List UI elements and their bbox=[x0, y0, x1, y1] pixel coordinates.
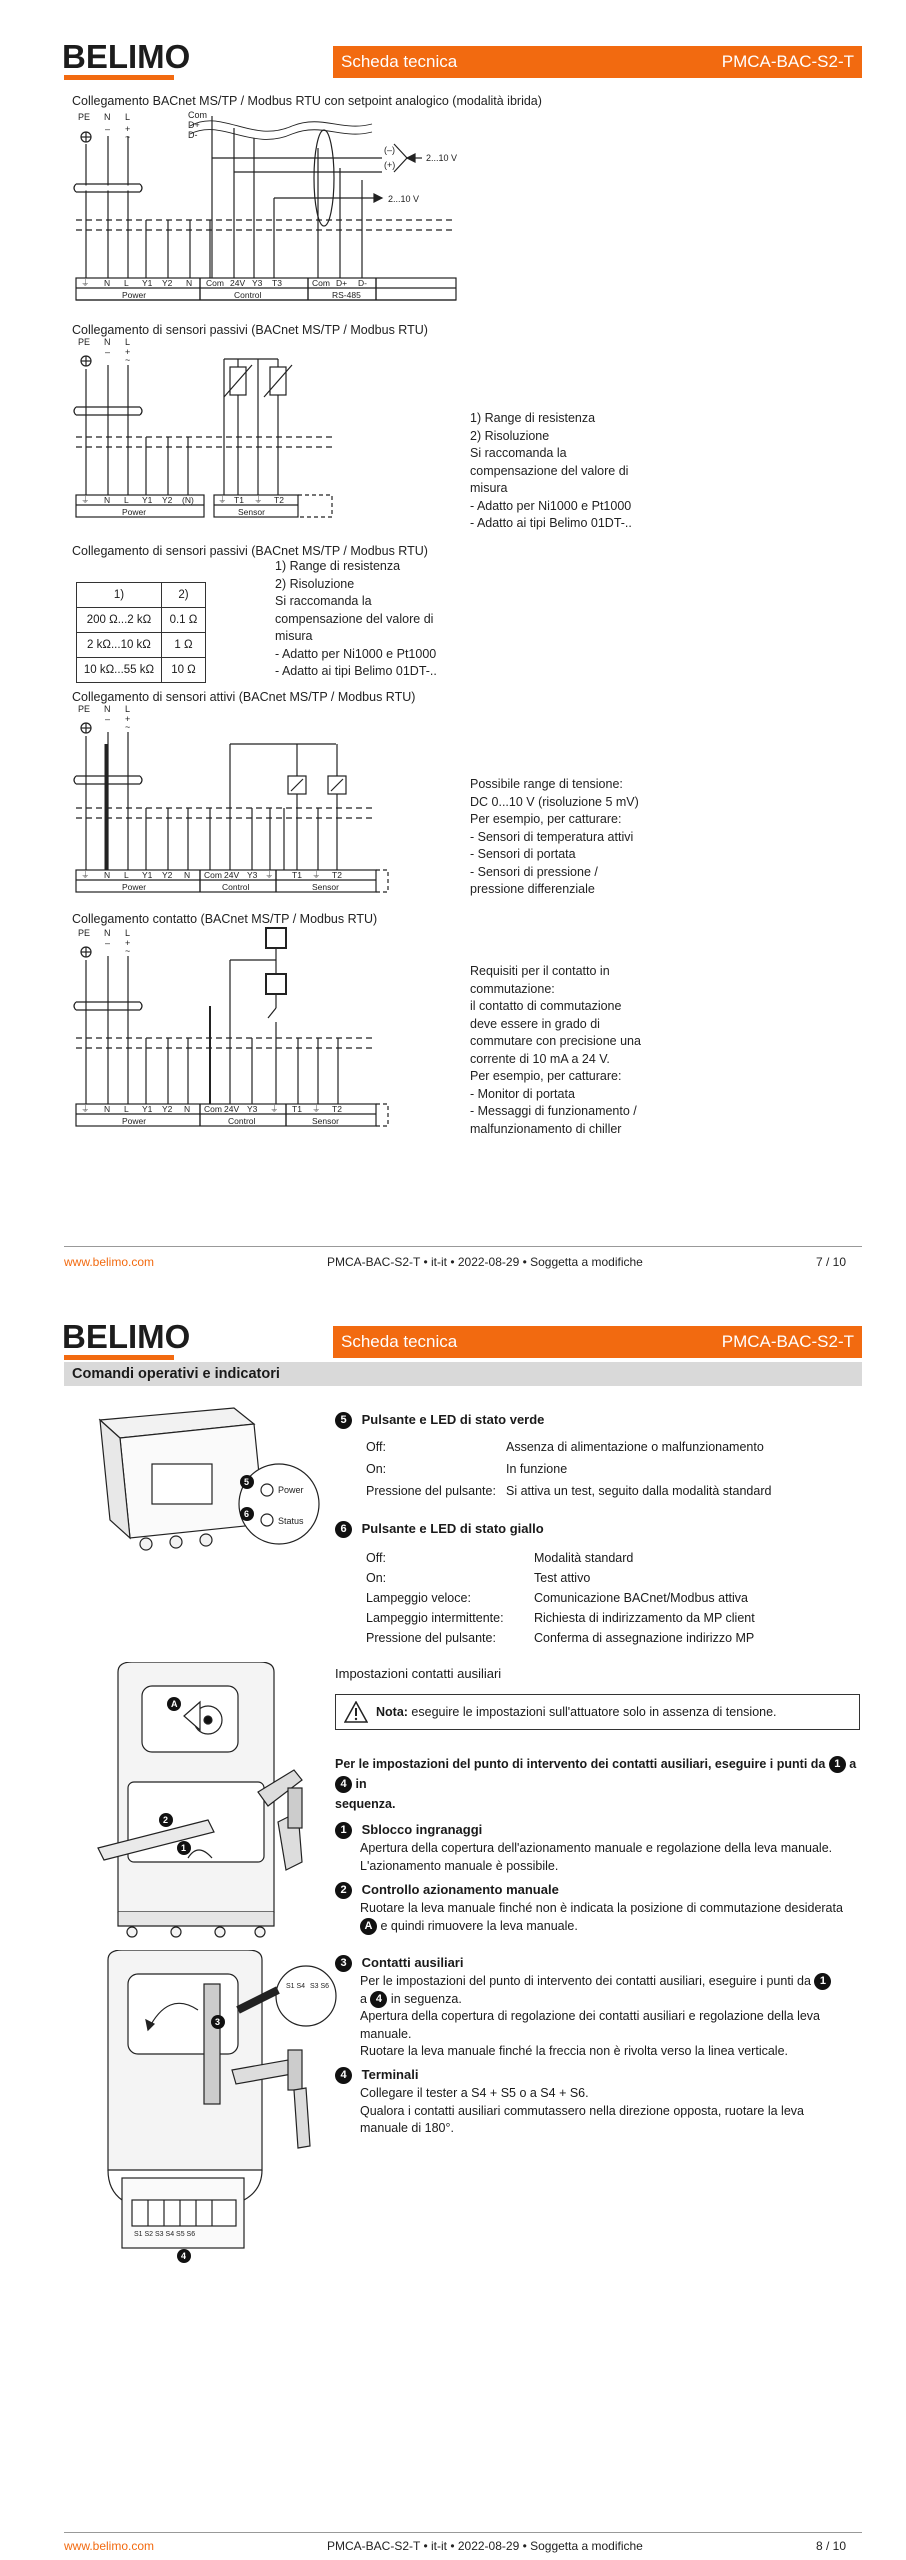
step-body bbox=[360, 1973, 860, 2061]
svg-text:Y1: Y1 bbox=[142, 1104, 153, 1114]
svg-text:PE: PE bbox=[78, 928, 91, 938]
number-badge: 4 bbox=[335, 1776, 352, 1793]
svg-text:L: L bbox=[124, 870, 129, 880]
svg-text:D-: D- bbox=[188, 130, 198, 140]
yellow-led-title: Pulsante e LED di stato giallo bbox=[361, 1521, 544, 1536]
svg-text:Com: Com bbox=[206, 278, 224, 288]
step-body bbox=[360, 1900, 860, 1935]
svg-text:–: – bbox=[105, 714, 111, 724]
section-title-bar bbox=[64, 1362, 862, 1386]
svg-text:T2: T2 bbox=[332, 1104, 342, 1114]
step-line: Ruotare la leva manuale finché non è indicata la posizione di commutazione desiderata bbox=[360, 1901, 843, 1915]
step-title: Sblocco ingranaggi bbox=[361, 1822, 483, 1837]
logo-underline bbox=[64, 75, 174, 80]
svg-text:(+): (+) bbox=[384, 160, 396, 170]
svg-text:Power: Power bbox=[122, 1116, 147, 1126]
svg-text:Y3: Y3 bbox=[247, 870, 258, 880]
header-code: PMCA-BAC-S2-T bbox=[721, 52, 854, 71]
warning-label: Nota: bbox=[376, 1705, 408, 1719]
step-line: a bbox=[360, 1991, 367, 2006]
svg-text:L: L bbox=[125, 704, 131, 714]
svg-text:–: – bbox=[105, 347, 111, 357]
actuator-led-illustration bbox=[84, 1394, 324, 1566]
svg-text:N: N bbox=[186, 278, 193, 288]
row-key: Lampeggio veloce: bbox=[366, 1591, 471, 1605]
svg-text:Y2: Y2 bbox=[162, 278, 173, 288]
svg-text:Y1: Y1 bbox=[142, 495, 153, 505]
fig-label-2: 2 bbox=[163, 1815, 169, 1825]
resistance-range-table bbox=[76, 582, 206, 683]
svg-text:Power: Power bbox=[122, 882, 147, 892]
footer-info: PMCA-BAC-S2-T • it-it • 2022-08-29 • Soggetta a modifiche bbox=[327, 2539, 643, 2553]
yellow-led-row bbox=[366, 1611, 856, 1625]
step-body bbox=[360, 1840, 860, 1875]
table-row bbox=[77, 633, 206, 658]
footer-divider bbox=[64, 1246, 862, 1247]
fig-status: Status bbox=[278, 1516, 304, 1526]
svg-text:L: L bbox=[124, 278, 129, 288]
row-value: Richiesta di indirizzamento da MP client bbox=[534, 1611, 755, 1625]
fig-terminal-row: S1 S2 S3 S4 S5 S6 bbox=[134, 2231, 196, 2238]
step-line: Ruotare la leva manuale finché la freccia non è rivolta verso la linea verticale. bbox=[360, 2044, 789, 2058]
svg-text:Y3: Y3 bbox=[252, 278, 263, 288]
svg-text:⏚: ⏚ bbox=[265, 870, 274, 880]
svg-text:~: ~ bbox=[125, 946, 131, 956]
row-value: Modalità standard bbox=[534, 1551, 634, 1565]
section-title: Comandi operativi e indicatori bbox=[72, 1366, 280, 1382]
green-led-row bbox=[366, 1484, 856, 1498]
step-line: e quindi rimuovere la leva manuale. bbox=[380, 1918, 578, 1933]
svg-text:N: N bbox=[104, 495, 111, 505]
row-key: Pressione del pulsante: bbox=[366, 1484, 496, 1498]
svg-text:Com: Com bbox=[204, 870, 222, 880]
instruction-text: in bbox=[352, 1777, 367, 1791]
step-line: manuale di 180°. bbox=[360, 2121, 454, 2135]
footer-link[interactable]: www.belimo.com bbox=[64, 2539, 155, 2553]
svg-text:+: + bbox=[125, 714, 131, 724]
fig-num-5: 5 bbox=[244, 1477, 250, 1487]
row-value: Si attiva un test, seguito dalla modalità standard bbox=[506, 1484, 772, 1498]
diagram-caption: Collegamento di sensori passivi (BACnet MS/TP / Modbus RTU) bbox=[72, 323, 428, 337]
svg-text:N: N bbox=[184, 870, 191, 880]
belimo-logo: BELIMO bbox=[62, 1318, 191, 1355]
number-badge: 3 bbox=[335, 1955, 352, 1972]
svg-text:24V: 24V bbox=[224, 870, 240, 880]
passive-sensor-note: 1) Range di resistenza 2) Risoluzione Si raccomanda la compensazione del valore di misura - Adatto per Ni1000 e Pt1000 - Adatto ai tipi Belimo 01DT-.. bbox=[470, 411, 632, 530]
row-key: On: bbox=[366, 1571, 387, 1585]
svg-text:N: N bbox=[104, 928, 111, 938]
svg-text:2...10 V: 2...10 V bbox=[388, 194, 420, 204]
svg-text:Y2: Y2 bbox=[162, 495, 173, 505]
svg-text:Control: Control bbox=[222, 882, 250, 892]
step-line: Collegare il tester a S4 + S5 o a S4 + S6. bbox=[360, 2086, 589, 2100]
fig-label-a: A bbox=[171, 1699, 178, 1709]
svg-text:S3 S6: S3 S6 bbox=[310, 1983, 330, 1990]
svg-text:⏚: ⏚ bbox=[81, 870, 90, 880]
svg-text:⏚: ⏚ bbox=[218, 495, 227, 505]
svg-text:⏚: ⏚ bbox=[254, 495, 263, 505]
svg-text:Y3: Y3 bbox=[247, 1104, 258, 1114]
table-cell: 10 Ω bbox=[161, 658, 205, 683]
footer-page-number: 7 / 10 bbox=[815, 1255, 846, 1269]
label-n: N bbox=[104, 112, 111, 122]
green-led-heading bbox=[335, 1412, 544, 1429]
wiring-diagram-contact bbox=[72, 926, 412, 1138]
green-led-title: Pulsante e LED di stato verde bbox=[361, 1412, 545, 1427]
actuator-manual-lever-illustration bbox=[88, 1662, 318, 1942]
instruction-text: sequenza. bbox=[335, 1797, 396, 1811]
svg-text:Com: Com bbox=[312, 278, 330, 288]
svg-text:Control: Control bbox=[234, 290, 262, 300]
svg-text:–: – bbox=[105, 124, 111, 134]
logo-underline bbox=[64, 1355, 174, 1360]
footer-divider bbox=[64, 2532, 862, 2533]
svg-text:T1: T1 bbox=[292, 870, 302, 880]
svg-text:N: N bbox=[104, 704, 111, 714]
number-badge: 2 bbox=[335, 1882, 352, 1899]
fig-label-4: 4 bbox=[181, 2251, 187, 2261]
fig-label-3: 3 bbox=[215, 2017, 221, 2027]
svg-text:Sensor: Sensor bbox=[238, 507, 265, 517]
fig-num-6: 6 bbox=[244, 1509, 250, 1519]
svg-text:Y1: Y1 bbox=[142, 278, 153, 288]
svg-text:+: + bbox=[125, 347, 131, 357]
svg-text:T2: T2 bbox=[274, 495, 284, 505]
wiring-diagram-hybrid bbox=[72, 108, 512, 314]
svg-text:N: N bbox=[104, 870, 111, 880]
table-cell: 2 kΩ...10 kΩ bbox=[77, 633, 162, 658]
svg-text:~: ~ bbox=[125, 355, 131, 365]
svg-text:Com: Com bbox=[204, 1104, 222, 1114]
svg-text:⏚: ⏚ bbox=[270, 1104, 279, 1114]
number-badge: 1 bbox=[335, 1822, 352, 1839]
svg-text:(–): (–) bbox=[384, 145, 395, 155]
svg-text:Y2: Y2 bbox=[162, 1104, 173, 1114]
warning-box bbox=[335, 1694, 860, 1730]
svg-text:T1: T1 bbox=[292, 1104, 302, 1114]
row-value: Comunicazione BACnet/Modbus attiva bbox=[534, 1591, 749, 1605]
label-l: L bbox=[125, 112, 131, 122]
step-line: in seguenza. bbox=[390, 1991, 462, 2006]
instruction-text: Per le impostazioni del punto di intervento dei contatti ausiliari, eseguire i punti da bbox=[335, 1757, 829, 1771]
svg-text:N: N bbox=[104, 278, 111, 288]
footer-link[interactable]: www.belimo.com bbox=[64, 1255, 155, 1269]
step-title: Contatti ausiliari bbox=[361, 1955, 464, 1970]
step-line: Qualora i contatti ausiliari commutassero nella direzione opposta, ruotare la leva bbox=[360, 2103, 804, 2118]
svg-text:L: L bbox=[124, 495, 129, 505]
header-title: Scheda tecnica bbox=[341, 52, 458, 71]
svg-text:⏚: ⏚ bbox=[81, 1104, 90, 1114]
svg-text:Sensor: Sensor bbox=[312, 1116, 339, 1126]
table-header: 2) bbox=[161, 583, 205, 608]
svg-text:PE: PE bbox=[78, 704, 91, 714]
svg-text:Power: Power bbox=[122, 507, 147, 517]
svg-text:2...10 V: 2...10 V bbox=[426, 153, 458, 163]
step-heading bbox=[335, 1882, 559, 1899]
svg-text:RS-485: RS-485 bbox=[332, 290, 361, 300]
svg-text:24V: 24V bbox=[224, 1104, 240, 1114]
table-row bbox=[77, 583, 206, 608]
warning-text: eseguire le impostazioni sull'attuatore solo in assenza di tensione. bbox=[407, 1705, 777, 1719]
aux-contacts-heading: Impostazioni contatti ausiliari bbox=[335, 1666, 502, 1681]
actuator-aux-contacts-illustration bbox=[88, 1950, 368, 2270]
svg-text:Sensor: Sensor bbox=[312, 882, 339, 892]
svg-text:N: N bbox=[104, 337, 111, 347]
green-led-row bbox=[366, 1440, 856, 1454]
svg-text:PE: PE bbox=[78, 337, 91, 347]
svg-text:(N): (N) bbox=[182, 495, 194, 505]
number-badge: 5 bbox=[335, 1412, 352, 1429]
aux-instruction bbox=[335, 1754, 860, 1814]
fig-power: Power bbox=[278, 1485, 304, 1495]
row-value: Test attivo bbox=[534, 1571, 591, 1585]
svg-text:N: N bbox=[184, 1104, 191, 1114]
passive-sensor-note-2: 1) Range di resistenza 2) Risoluzione Si raccomanda la compensazione del valore di misura - Adatto per Ni1000 e Pt1000 - Adatto ai tipi Belimo 01DT-.. bbox=[275, 559, 437, 678]
yellow-led-row bbox=[366, 1631, 856, 1645]
number-badge: 1 bbox=[814, 1973, 831, 1990]
svg-text:⏚: ⏚ bbox=[81, 495, 90, 505]
diagram-caption: Collegamento di sensori attivi (BACnet MS/TP / Modbus RTU) bbox=[72, 690, 416, 704]
svg-text:Control: Control bbox=[228, 1116, 256, 1126]
number-badge: 4 bbox=[335, 2067, 352, 2084]
table-row bbox=[77, 658, 206, 683]
step-line: L'azionamento manuale è possibile. bbox=[360, 1858, 559, 1873]
row-key: Lampeggio intermittente: bbox=[366, 1611, 504, 1625]
diagram-caption: Collegamento di sensori passivi (BACnet MS/TP / Modbus RTU) bbox=[72, 544, 428, 558]
diagram-caption: Collegamento BACnet MS/TP / Modbus RTU con setpoint analogico (modalità ibrida) bbox=[72, 94, 542, 108]
step-line: manuale. bbox=[360, 2026, 412, 2041]
svg-text:–: – bbox=[105, 938, 111, 948]
svg-text:Power: Power bbox=[122, 290, 147, 300]
row-key: Off: bbox=[366, 1551, 386, 1565]
step-line: Apertura della copertura dell'azionamento manuale e regolazione della leva manuale. bbox=[360, 1841, 833, 1855]
table-cell: 1 Ω bbox=[161, 633, 205, 658]
svg-text:⏚: ⏚ bbox=[312, 870, 321, 880]
step-body bbox=[360, 2085, 860, 2138]
yellow-led-heading bbox=[335, 1521, 544, 1538]
svg-text:D-: D- bbox=[358, 278, 367, 288]
row-value: Assenza di alimentazione o malfunzionamento bbox=[506, 1440, 764, 1454]
svg-text:24V: 24V bbox=[230, 278, 246, 288]
wiring-diagram-passive-sensors bbox=[72, 337, 372, 535]
step-title: Terminali bbox=[361, 2067, 419, 2082]
step-line: Apertura della copertura di regolazione dei contatti ausiliari e regolazione della leva bbox=[360, 2009, 821, 2023]
yellow-led-row bbox=[366, 1591, 856, 1605]
table-cell: 200 Ω...2 kΩ bbox=[77, 608, 162, 633]
wiring-diagram-active-sensors bbox=[72, 704, 412, 904]
step-title: Controllo azionamento manuale bbox=[361, 1882, 559, 1897]
step-heading bbox=[335, 1822, 482, 1839]
row-value: Conferma di assegnazione indirizzo MP bbox=[534, 1631, 755, 1645]
table-cell: 10 kΩ...55 kΩ bbox=[77, 658, 162, 683]
step-line: Per le impostazioni del punto di intervento dei contatti ausiliari, eseguire i punti da bbox=[360, 1974, 811, 1988]
row-value: In funzione bbox=[506, 1462, 568, 1476]
row-key: Pressione del pulsante: bbox=[366, 1631, 496, 1645]
header-code: PMCA-BAC-S2-T bbox=[721, 1332, 854, 1351]
label-pe: PE bbox=[78, 112, 91, 122]
table-header: 1) bbox=[77, 583, 162, 608]
diagram-caption: Collegamento contatto (BACnet MS/TP / Modbus RTU) bbox=[72, 912, 378, 926]
footer-page-number: 8 / 10 bbox=[815, 2539, 846, 2553]
svg-text:⏚: ⏚ bbox=[81, 278, 90, 288]
yellow-led-row bbox=[366, 1571, 856, 1585]
svg-text:~: ~ bbox=[125, 722, 131, 732]
number-badge: 1 bbox=[829, 1756, 846, 1773]
number-badge: 4 bbox=[370, 1991, 387, 2008]
svg-text:L: L bbox=[124, 1104, 129, 1114]
header-title: Scheda tecnica bbox=[341, 1332, 458, 1351]
svg-text:~: ~ bbox=[125, 132, 131, 142]
svg-text:S1 S4: S1 S4 bbox=[286, 1983, 306, 1990]
svg-text:L: L bbox=[125, 928, 131, 938]
instruction-text: a bbox=[845, 1757, 857, 1771]
number-badge: 6 bbox=[335, 1521, 352, 1538]
contact-note: Requisiti per il contatto in commutazione: il contatto di commutazione deve essere in grado di commutare con precisione una corrente di 10 mA a 24 V. Per esempio, per catturare: - Monitor di portata - Messaggi di funzionamento / malfunzionamento di chiller bbox=[470, 964, 641, 1136]
svg-text:T2: T2 bbox=[332, 870, 342, 880]
svg-text:D+: D+ bbox=[336, 278, 348, 288]
row-key: Off: bbox=[366, 1440, 386, 1454]
table-row bbox=[77, 608, 206, 633]
svg-text:⏚: ⏚ bbox=[312, 1104, 321, 1114]
svg-text:Com: Com bbox=[188, 110, 208, 120]
table-cell: 0.1 Ω bbox=[161, 608, 205, 633]
svg-text:+: + bbox=[125, 124, 131, 134]
svg-text:T1: T1 bbox=[234, 495, 244, 505]
yellow-led-row bbox=[366, 1551, 856, 1565]
header-bar bbox=[333, 46, 862, 78]
svg-text:N: N bbox=[104, 1104, 111, 1114]
svg-text:+: + bbox=[125, 938, 131, 948]
warning-icon bbox=[344, 1701, 368, 1723]
belimo-logo: BELIMO bbox=[62, 38, 191, 75]
green-led-row bbox=[366, 1462, 856, 1476]
svg-text:Y1: Y1 bbox=[142, 870, 153, 880]
number-badge: A bbox=[360, 1918, 377, 1935]
active-sensor-note: Possibile range di tensione: DC 0...10 V (risoluzione 5 mV) Per esempio, per catturare: - Sensori di temperatura attivi - Sensori di portata - Sensori di pressione / pressione differenziale bbox=[470, 777, 639, 896]
footer-info: PMCA-BAC-S2-T • it-it • 2022-08-29 • Soggetta a modifiche bbox=[327, 1255, 643, 1269]
svg-text:Y2: Y2 bbox=[162, 870, 173, 880]
svg-text:L: L bbox=[125, 337, 131, 347]
fig-label-1: 1 bbox=[181, 1843, 187, 1853]
svg-text:T3: T3 bbox=[272, 278, 282, 288]
svg-text:D+: D+ bbox=[188, 120, 200, 130]
row-key: On: bbox=[366, 1462, 387, 1476]
header-bar bbox=[333, 1326, 862, 1358]
